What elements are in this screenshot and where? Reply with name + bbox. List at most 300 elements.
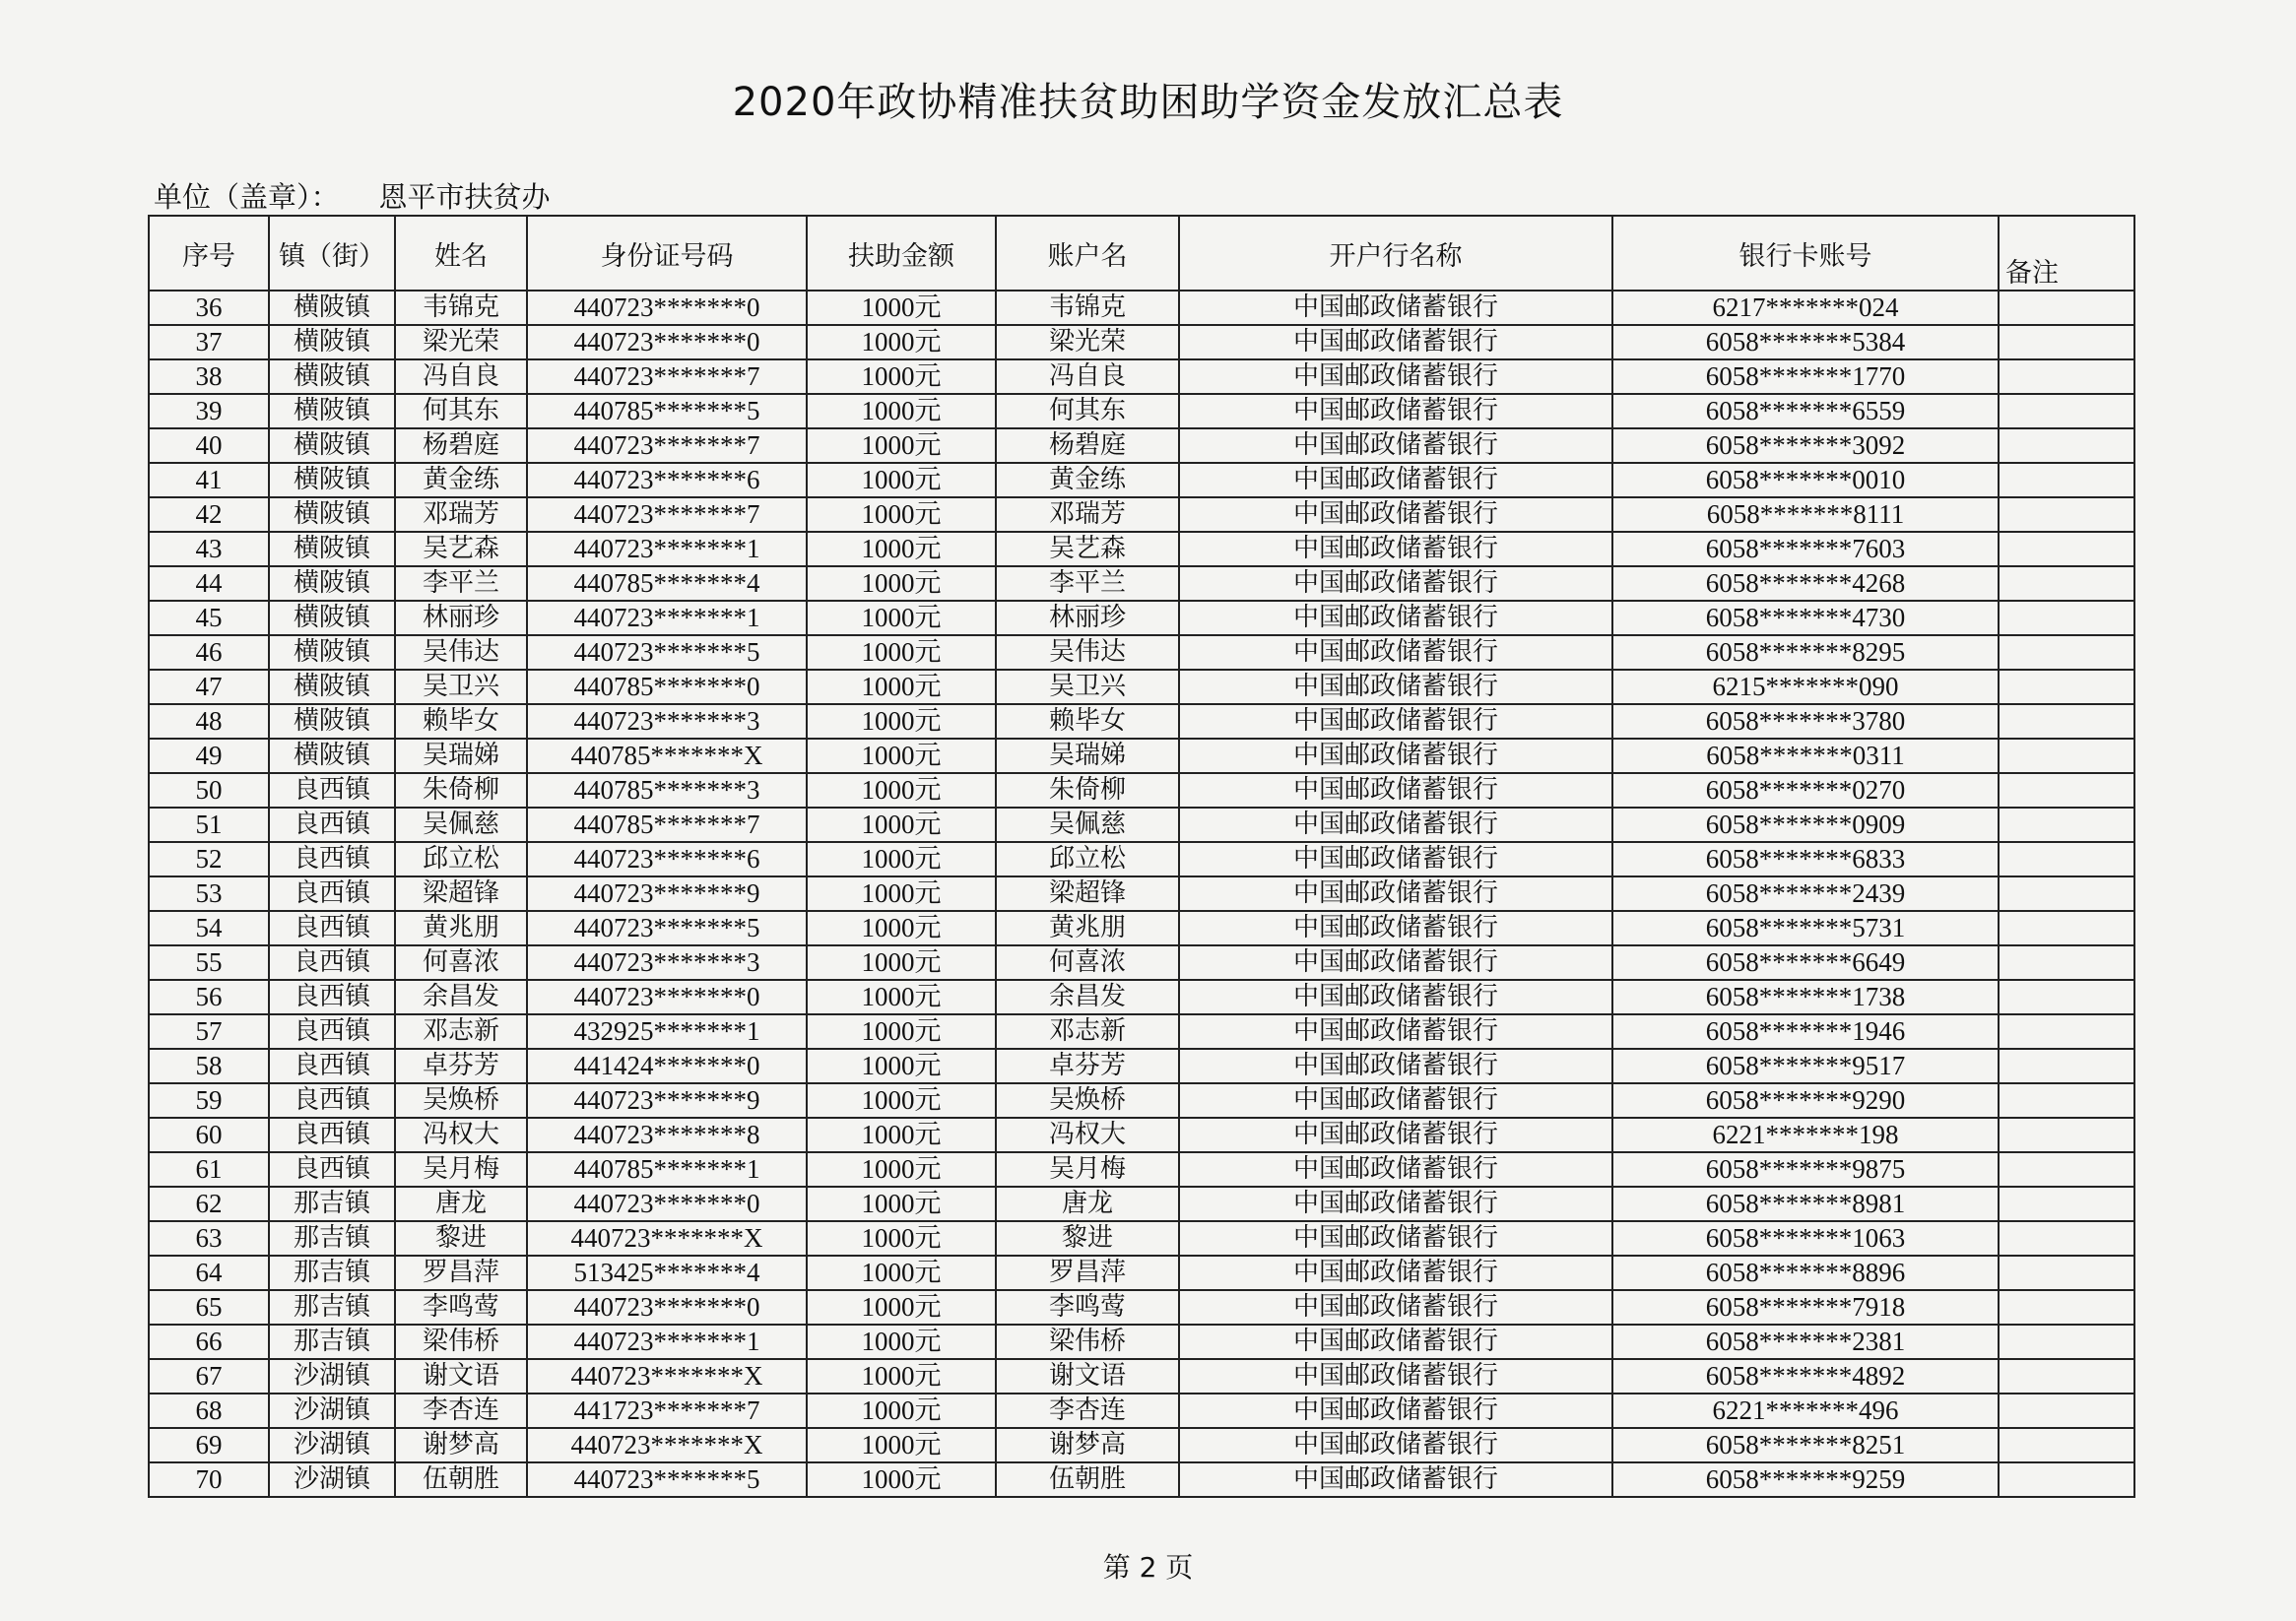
- cell-remarks: [1999, 842, 2134, 876]
- cell-id-number: 440785*******0: [527, 670, 807, 704]
- cell-bank-name: 中国邮政储蓄银行: [1179, 566, 1612, 601]
- cell-town: 良西镇: [269, 1118, 395, 1152]
- cell-remarks: [1999, 1359, 2134, 1394]
- cell-account-name: 吴卫兴: [996, 670, 1179, 704]
- table-row: [149, 291, 2134, 325]
- cell-card-number: 6215*******090: [1612, 670, 1999, 704]
- cell-town: 那吉镇: [269, 1256, 395, 1290]
- cell-name: 李杏连: [395, 1394, 527, 1428]
- cell-bank-name: 中国邮政储蓄银行: [1179, 325, 1612, 359]
- cell-card-number: 6058*******9517: [1612, 1049, 1999, 1083]
- table-row: [149, 945, 2134, 980]
- cell-id-number: 440723*******6: [527, 463, 807, 497]
- cell-remarks: [1999, 980, 2134, 1014]
- roster-table: [148, 215, 2135, 1498]
- cell-town: 横陂镇: [269, 359, 395, 394]
- cell-account-name: 林丽珍: [996, 601, 1179, 635]
- cell-town: 沙湖镇: [269, 1394, 395, 1428]
- cell-id-number: 440723*******0: [527, 1290, 807, 1325]
- cell-name: 林丽珍: [395, 601, 527, 635]
- cell-name: 吴月梅: [395, 1152, 527, 1187]
- cell-remarks: [1999, 291, 2134, 325]
- cell-serial: 36: [149, 291, 269, 325]
- cell-town: 良西镇: [269, 1049, 395, 1083]
- cell-town: 沙湖镇: [269, 1428, 395, 1462]
- cell-serial: 45: [149, 601, 269, 635]
- cell-remarks: [1999, 463, 2134, 497]
- cell-remarks: [1999, 359, 2134, 394]
- table-row: [149, 1083, 2134, 1118]
- cell-name: 谢梦高: [395, 1428, 527, 1462]
- page-number: 第 2 页: [1102, 1551, 1194, 1584]
- cell-card-number: 6058*******8981: [1612, 1187, 1999, 1221]
- cell-account-name: 冯权大: [996, 1118, 1179, 1152]
- cell-amount: 1000元: [807, 1049, 996, 1083]
- cell-card-number: 6058*******6649: [1612, 945, 1999, 980]
- cell-town: 横陂镇: [269, 463, 395, 497]
- cell-amount: 1000元: [807, 1462, 996, 1497]
- cell-serial: 56: [149, 980, 269, 1014]
- cell-remarks: [1999, 1428, 2134, 1462]
- cell-town: 那吉镇: [269, 1290, 395, 1325]
- cell-town: 横陂镇: [269, 704, 395, 739]
- cell-amount: 1000元: [807, 1014, 996, 1049]
- cell-card-number: 6217*******024: [1612, 291, 1999, 325]
- cell-id-number: 441723*******7: [527, 1394, 807, 1428]
- cell-serial: 50: [149, 773, 269, 808]
- cell-bank-name: 中国邮政储蓄银行: [1179, 463, 1612, 497]
- header-remarks: 备注: [1999, 216, 2134, 291]
- cell-account-name: 韦锦克: [996, 291, 1179, 325]
- cell-id-number: 440785*******7: [527, 808, 807, 842]
- cell-account-name: 李平兰: [996, 566, 1179, 601]
- cell-serial: 39: [149, 394, 269, 428]
- cell-account-name: 邓志新: [996, 1014, 1179, 1049]
- cell-serial: 52: [149, 842, 269, 876]
- cell-town: 良西镇: [269, 911, 395, 945]
- cell-serial: 54: [149, 911, 269, 945]
- cell-name: 邓志新: [395, 1014, 527, 1049]
- cell-remarks: [1999, 1152, 2134, 1187]
- cell-name: 黎进: [395, 1221, 527, 1256]
- cell-bank-name: 中国邮政储蓄银行: [1179, 945, 1612, 980]
- table-row: [149, 773, 2134, 808]
- cell-id-number: 440785*******X: [527, 739, 807, 773]
- cell-id-number: 440723*******7: [527, 428, 807, 463]
- cell-remarks: [1999, 808, 2134, 842]
- cell-id-number: 440723*******5: [527, 911, 807, 945]
- cell-card-number: 6058*******0270: [1612, 773, 1999, 808]
- cell-town: 横陂镇: [269, 670, 395, 704]
- cell-serial: 44: [149, 566, 269, 601]
- table-row: [149, 1221, 2134, 1256]
- table-row: [149, 1049, 2134, 1083]
- cell-amount: 1000元: [807, 980, 996, 1014]
- cell-name: 吴焕桥: [395, 1083, 527, 1118]
- cell-amount: 1000元: [807, 291, 996, 325]
- cell-amount: 1000元: [807, 1187, 996, 1221]
- cell-card-number: 6058*******2439: [1612, 876, 1999, 911]
- cell-amount: 1000元: [807, 1325, 996, 1359]
- table-row: [149, 1290, 2134, 1325]
- cell-town: 横陂镇: [269, 291, 395, 325]
- table-row: [149, 980, 2134, 1014]
- cell-name: 韦锦克: [395, 291, 527, 325]
- cell-account-name: 何喜浓: [996, 945, 1179, 980]
- cell-id-number: 440723*******0: [527, 1187, 807, 1221]
- cell-serial: 47: [149, 670, 269, 704]
- cell-town: 良西镇: [269, 980, 395, 1014]
- cell-card-number: 6058*******1738: [1612, 980, 1999, 1014]
- cell-id-number: 440723*******0: [527, 980, 807, 1014]
- cell-town: 那吉镇: [269, 1325, 395, 1359]
- cell-serial: 62: [149, 1187, 269, 1221]
- cell-account-name: 梁伟桥: [996, 1325, 1179, 1359]
- cell-name: 吴卫兴: [395, 670, 527, 704]
- cell-bank-name: 中国邮政储蓄银行: [1179, 1290, 1612, 1325]
- cell-bank-name: 中国邮政储蓄银行: [1179, 359, 1612, 394]
- table-row: [149, 1428, 2134, 1462]
- cell-town: 良西镇: [269, 876, 395, 911]
- table-row: [149, 428, 2134, 463]
- cell-bank-name: 中国邮政储蓄银行: [1179, 1152, 1612, 1187]
- cell-card-number: 6058*******9875: [1612, 1152, 1999, 1187]
- cell-town: 良西镇: [269, 842, 395, 876]
- cell-id-number: 440723*******X: [527, 1221, 807, 1256]
- cell-bank-name: 中国邮政储蓄银行: [1179, 911, 1612, 945]
- cell-amount: 1000元: [807, 1394, 996, 1428]
- cell-bank-name: 中国邮政储蓄银行: [1179, 1359, 1612, 1394]
- table-row: [149, 1256, 2134, 1290]
- table-row: [149, 463, 2134, 497]
- table-row: [149, 911, 2134, 945]
- cell-serial: 49: [149, 739, 269, 773]
- table-row: [149, 808, 2134, 842]
- cell-id-number: 440723*******X: [527, 1359, 807, 1394]
- cell-name: 梁光荣: [395, 325, 527, 359]
- cell-town: 横陂镇: [269, 601, 395, 635]
- cell-remarks: [1999, 532, 2134, 566]
- cell-account-name: 杨碧庭: [996, 428, 1179, 463]
- header-bank-name: 开户行名称: [1179, 216, 1612, 291]
- cell-name: 梁伟桥: [395, 1325, 527, 1359]
- cell-bank-name: 中国邮政储蓄银行: [1179, 291, 1612, 325]
- table-row: [149, 1152, 2134, 1187]
- header-account-name: 账户名: [996, 216, 1179, 291]
- cell-serial: 41: [149, 463, 269, 497]
- cell-serial: 38: [149, 359, 269, 394]
- cell-serial: 53: [149, 876, 269, 911]
- cell-amount: 1000元: [807, 670, 996, 704]
- cell-bank-name: 中国邮政储蓄银行: [1179, 497, 1612, 532]
- cell-name: 吴佩慈: [395, 808, 527, 842]
- cell-card-number: 6058*******5384: [1612, 325, 1999, 359]
- cell-name: 李鸣莺: [395, 1290, 527, 1325]
- cell-amount: 1000元: [807, 1290, 996, 1325]
- cell-account-name: 吴焕桥: [996, 1083, 1179, 1118]
- table-row: [149, 876, 2134, 911]
- cell-card-number: 6058*******8251: [1612, 1428, 1999, 1462]
- cell-remarks: [1999, 1290, 2134, 1325]
- cell-remarks: [1999, 497, 2134, 532]
- cell-serial: 37: [149, 325, 269, 359]
- cell-name: 梁超锋: [395, 876, 527, 911]
- cell-account-name: 何其东: [996, 394, 1179, 428]
- unit-value: 恩平市扶贫办: [378, 180, 551, 214]
- cell-serial: 57: [149, 1014, 269, 1049]
- cell-bank-name: 中国邮政储蓄银行: [1179, 532, 1612, 566]
- cell-id-number: 440723*******0: [527, 325, 807, 359]
- cell-id-number: 440723*******8: [527, 1118, 807, 1152]
- cell-account-name: 赖毕女: [996, 704, 1179, 739]
- cell-id-number: 432925*******1: [527, 1014, 807, 1049]
- cell-id-number: 440723*******5: [527, 1462, 807, 1497]
- cell-amount: 1000元: [807, 739, 996, 773]
- cell-town: 横陂镇: [269, 532, 395, 566]
- cell-card-number: 6058*******8295: [1612, 635, 1999, 670]
- table-row: [149, 325, 2134, 359]
- cell-bank-name: 中国邮政储蓄银行: [1179, 1221, 1612, 1256]
- header-amount: 扶助金额: [807, 216, 996, 291]
- cell-town: 良西镇: [269, 1014, 395, 1049]
- cell-town: 横陂镇: [269, 394, 395, 428]
- cell-bank-name: 中国邮政储蓄银行: [1179, 1394, 1612, 1428]
- cell-card-number: 6058*******6833: [1612, 842, 1999, 876]
- cell-remarks: [1999, 601, 2134, 635]
- table-row: [149, 1359, 2134, 1394]
- cell-remarks: [1999, 1083, 2134, 1118]
- cell-remarks: [1999, 1256, 2134, 1290]
- cell-card-number: 6058*******4268: [1612, 566, 1999, 601]
- cell-bank-name: 中国邮政储蓄银行: [1179, 808, 1612, 842]
- cell-remarks: [1999, 394, 2134, 428]
- cell-account-name: 谢文语: [996, 1359, 1179, 1394]
- cell-town: 那吉镇: [269, 1221, 395, 1256]
- cell-remarks: [1999, 876, 2134, 911]
- cell-bank-name: 中国邮政储蓄银行: [1179, 1187, 1612, 1221]
- cell-bank-name: 中国邮政储蓄银行: [1179, 1049, 1612, 1083]
- cell-town: 良西镇: [269, 945, 395, 980]
- cell-amount: 1000元: [807, 325, 996, 359]
- cell-bank-name: 中国邮政储蓄银行: [1179, 635, 1612, 670]
- cell-amount: 1000元: [807, 601, 996, 635]
- cell-remarks: [1999, 911, 2134, 945]
- cell-town: 横陂镇: [269, 566, 395, 601]
- cell-id-number: 440723*******1: [527, 601, 807, 635]
- cell-card-number: 6058*******9259: [1612, 1462, 1999, 1497]
- cell-town: 良西镇: [269, 1083, 395, 1118]
- cell-town: 沙湖镇: [269, 1462, 395, 1497]
- cell-serial: 55: [149, 945, 269, 980]
- cell-card-number: 6058*******5731: [1612, 911, 1999, 945]
- cell-account-name: 吴艺森: [996, 532, 1179, 566]
- cell-name: 何喜浓: [395, 945, 527, 980]
- cell-remarks: [1999, 704, 2134, 739]
- cell-bank-name: 中国邮政储蓄银行: [1179, 739, 1612, 773]
- header-town: 镇（街）: [269, 216, 395, 291]
- cell-account-name: 李鸣莺: [996, 1290, 1179, 1325]
- cell-amount: 1000元: [807, 842, 996, 876]
- cell-card-number: 6058*******9290: [1612, 1083, 1999, 1118]
- table-row: [149, 842, 2134, 876]
- table-row: [149, 601, 2134, 635]
- cell-card-number: 6221*******496: [1612, 1394, 1999, 1428]
- cell-serial: 42: [149, 497, 269, 532]
- cell-serial: 70: [149, 1462, 269, 1497]
- cell-account-name: 吴瑞娣: [996, 739, 1179, 773]
- cell-card-number: 6058*******8111: [1612, 497, 1999, 532]
- cell-id-number: 440723*******7: [527, 497, 807, 532]
- cell-card-number: 6058*******8896: [1612, 1256, 1999, 1290]
- table-row: [149, 1394, 2134, 1428]
- cell-amount: 1000元: [807, 1152, 996, 1187]
- cell-id-number: 440723*******X: [527, 1428, 807, 1462]
- cell-amount: 1000元: [807, 773, 996, 808]
- table-row: [149, 670, 2134, 704]
- cell-id-number: 513425*******4: [527, 1256, 807, 1290]
- table-row: [149, 704, 2134, 739]
- cell-serial: 59: [149, 1083, 269, 1118]
- cell-name: 何其东: [395, 394, 527, 428]
- cell-serial: 68: [149, 1394, 269, 1428]
- cell-bank-name: 中国邮政储蓄银行: [1179, 670, 1612, 704]
- cell-card-number: 6058*******1063: [1612, 1221, 1999, 1256]
- header-name: 姓名: [395, 216, 527, 291]
- cell-account-name: 吴月梅: [996, 1152, 1179, 1187]
- cell-remarks: [1999, 1394, 2134, 1428]
- cell-bank-name: 中国邮政储蓄银行: [1179, 394, 1612, 428]
- cell-remarks: [1999, 1325, 2134, 1359]
- cell-bank-name: 中国邮政储蓄银行: [1179, 876, 1612, 911]
- cell-bank-name: 中国邮政储蓄银行: [1179, 773, 1612, 808]
- table-row: [149, 1325, 2134, 1359]
- cell-town: 横陂镇: [269, 428, 395, 463]
- cell-remarks: [1999, 1014, 2134, 1049]
- cell-account-name: 伍朝胜: [996, 1462, 1179, 1497]
- cell-name: 冯自良: [395, 359, 527, 394]
- cell-name: 黄兆朋: [395, 911, 527, 945]
- cell-serial: 48: [149, 704, 269, 739]
- cell-id-number: 440723*******9: [527, 876, 807, 911]
- cell-amount: 1000元: [807, 1256, 996, 1290]
- cell-serial: 67: [149, 1359, 269, 1394]
- cell-amount: 1000元: [807, 704, 996, 739]
- cell-amount: 1000元: [807, 394, 996, 428]
- cell-town: 沙湖镇: [269, 1359, 395, 1394]
- cell-bank-name: 中国邮政储蓄银行: [1179, 1325, 1612, 1359]
- cell-id-number: 441424*******0: [527, 1049, 807, 1083]
- cell-amount: 1000元: [807, 1359, 996, 1394]
- cell-amount: 1000元: [807, 497, 996, 532]
- cell-id-number: 440785*******5: [527, 394, 807, 428]
- table-body: [149, 291, 2134, 1497]
- cell-remarks: [1999, 945, 2134, 980]
- cell-amount: 1000元: [807, 532, 996, 566]
- cell-name: 冯权大: [395, 1118, 527, 1152]
- cell-bank-name: 中国邮政储蓄银行: [1179, 1083, 1612, 1118]
- cell-card-number: 6058*******6559: [1612, 394, 1999, 428]
- table-row: [149, 1118, 2134, 1152]
- cell-amount: 1000元: [807, 1221, 996, 1256]
- cell-town: 横陂镇: [269, 739, 395, 773]
- cell-card-number: 6221*******198: [1612, 1118, 1999, 1152]
- cell-bank-name: 中国邮政储蓄银行: [1179, 842, 1612, 876]
- cell-name: 罗昌萍: [395, 1256, 527, 1290]
- cell-remarks: [1999, 739, 2134, 773]
- table-row: [149, 566, 2134, 601]
- cell-serial: 40: [149, 428, 269, 463]
- cell-account-name: 罗昌萍: [996, 1256, 1179, 1290]
- cell-amount: 1000元: [807, 566, 996, 601]
- cell-card-number: 6058*******0909: [1612, 808, 1999, 842]
- cell-account-name: 梁超锋: [996, 876, 1179, 911]
- cell-amount: 1000元: [807, 1118, 996, 1152]
- cell-id-number: 440723*******9: [527, 1083, 807, 1118]
- cell-account-name: 唐龙: [996, 1187, 1179, 1221]
- cell-id-number: 440785*******3: [527, 773, 807, 808]
- unit-label: 单位（盖章）：: [154, 180, 340, 214]
- cell-amount: 1000元: [807, 635, 996, 670]
- cell-name: 杨碧庭: [395, 428, 527, 463]
- cell-name: 唐龙: [395, 1187, 527, 1221]
- cell-amount: 1000元: [807, 428, 996, 463]
- cell-card-number: 6058*******0311: [1612, 739, 1999, 773]
- cell-serial: 66: [149, 1325, 269, 1359]
- cell-bank-name: 中国邮政储蓄银行: [1179, 1462, 1612, 1497]
- cell-bank-name: 中国邮政储蓄银行: [1179, 1428, 1612, 1462]
- cell-serial: 64: [149, 1256, 269, 1290]
- cell-id-number: 440785*******4: [527, 566, 807, 601]
- cell-account-name: 吴佩慈: [996, 808, 1179, 842]
- cell-amount: 1000元: [807, 1083, 996, 1118]
- cell-remarks: [1999, 1221, 2134, 1256]
- cell-amount: 1000元: [807, 945, 996, 980]
- cell-account-name: 邓瑞芳: [996, 497, 1179, 532]
- cell-remarks: [1999, 773, 2134, 808]
- cell-serial: 51: [149, 808, 269, 842]
- cell-name: 吴伟达: [395, 635, 527, 670]
- cell-id-number: 440723*******6: [527, 842, 807, 876]
- cell-town: 横陂镇: [269, 635, 395, 670]
- cell-bank-name: 中国邮政储蓄银行: [1179, 1014, 1612, 1049]
- cell-account-name: 谢梦高: [996, 1428, 1179, 1462]
- cell-card-number: 6058*******1770: [1612, 359, 1999, 394]
- cell-account-name: 黎进: [996, 1221, 1179, 1256]
- cell-bank-name: 中国邮政储蓄银行: [1179, 1256, 1612, 1290]
- cell-id-number: 440723*******1: [527, 532, 807, 566]
- cell-name: 伍朝胜: [395, 1462, 527, 1497]
- cell-account-name: 黄金练: [996, 463, 1179, 497]
- table-row: [149, 1462, 2134, 1497]
- cell-account-name: 李杏连: [996, 1394, 1179, 1428]
- cell-name: 邓瑞芳: [395, 497, 527, 532]
- page-title: 2020年政协精准扶贫助困助学资金发放汇总表: [732, 80, 1564, 125]
- table-row: [149, 1187, 2134, 1221]
- cell-card-number: 6058*******1946: [1612, 1014, 1999, 1049]
- table-row: [149, 532, 2134, 566]
- cell-town: 良西镇: [269, 1152, 395, 1187]
- cell-id-number: 440723*******1: [527, 1325, 807, 1359]
- cell-name: 李平兰: [395, 566, 527, 601]
- cell-bank-name: 中国邮政储蓄银行: [1179, 601, 1612, 635]
- cell-town: 横陂镇: [269, 325, 395, 359]
- table-row: [149, 1014, 2134, 1049]
- unit-line: [154, 175, 551, 216]
- cell-name: 朱倚柳: [395, 773, 527, 808]
- cell-remarks: [1999, 1118, 2134, 1152]
- cell-bank-name: 中国邮政储蓄银行: [1179, 980, 1612, 1014]
- cell-account-name: 朱倚柳: [996, 773, 1179, 808]
